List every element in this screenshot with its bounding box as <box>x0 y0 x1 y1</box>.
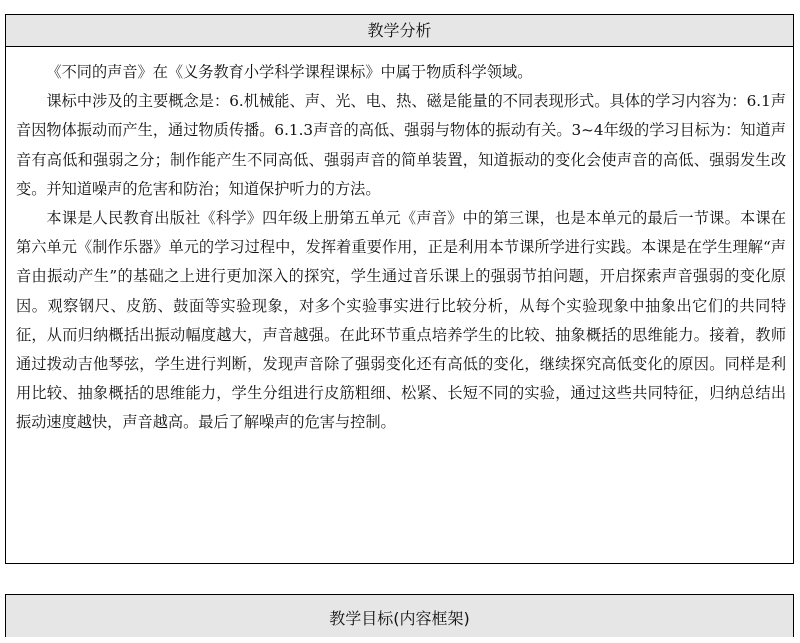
paragraph-3: 本课是人民教育出版社《科学》四年级上册第五单元《声音》中的第三课，也是本单元的最后一节课。本课在第六单元《制作乐器》单元的学习过程中，发挥着重要作用，正是利用本节课所学进行实践。本课是在学生理解“声音由振动产生”的基础之上进行更加深入的探究，学生通过音乐课上的强弱节拍问题，开启探索声音强弱的变化原因。观察钢尺、皮筋、鼓面等实验现象，对多个实验事实进行比较分析，从每个实验现象中抽象出它们的共同特征，从而归纳概括出振动幅度越大，声音越强。在此环节重点培养学生的比较、抽象概括的思维能力。接着，教师通过拨动吉他琴弦，学生进行判断，发现声音除了强弱变化还有高低的变化，继续探究高低变化的原因。同样是利用比较、抽象概括的思维能力，学生分组进行皮筋粗细、松紧、长短不同的实验，通过这些共同特征，归纳总结出振动速度越快，声音越高。最后了解噪声的危害与控制。 <box>16 209 786 432</box>
paragraph-1: 《不同的声音》在《义务教育小学科学课程课标》中属于物质科学领域。 <box>46 63 533 81</box>
teaching-goals-table <box>5 594 794 637</box>
teaching-analysis-body <box>6 47 793 438</box>
teaching-analysis-table <box>5 14 794 564</box>
teaching-analysis-header: 教学分析 <box>6 15 793 47</box>
teaching-goals-header: 教学目标(内容框架) <box>6 595 793 637</box>
paragraph-2: 课标中涉及的主要概念是：6.机械能、声、光、电、热、磁是能量的不同表现形式。具体的学习内容为：6.1声音因物体振动而产生，通过物质传播。6.1.3声音的高低、强弱与物体的振动有关。3~4年级的学习目标为：知道声音有高低和强弱之分；制作能产生不同高低、强弱声音的简单装置，知道振动的变化会使声音的高低、强弱发生改变。并知道噪声的危害和防治；知道保护听力的方法。 <box>16 92 786 198</box>
